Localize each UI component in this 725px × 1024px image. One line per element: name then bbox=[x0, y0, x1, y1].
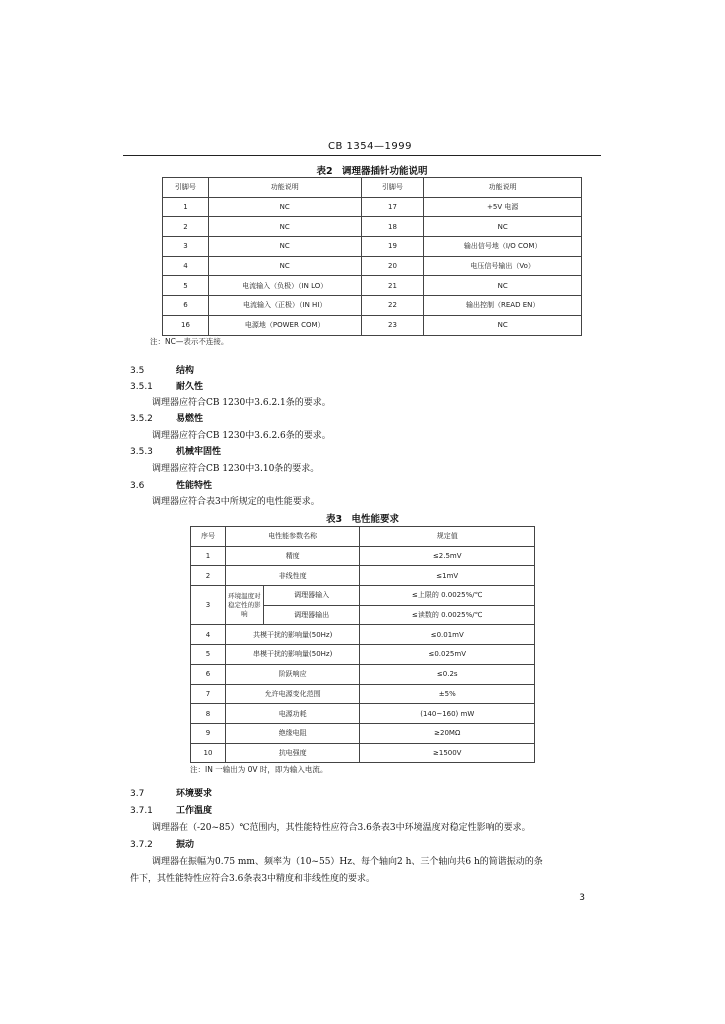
section-title: 易燃性 bbox=[176, 414, 204, 424]
table-row bbox=[163, 296, 582, 316]
table-cell: ≤0.2s bbox=[360, 664, 535, 684]
table2-header: 功能说明 bbox=[424, 178, 582, 198]
table3-header: 电性能参数名称 bbox=[225, 527, 360, 547]
paragraph: 调理器在振幅为0.75 mm、频率为（10~55）Hz、每个轴向2 h、三个轴向共6 h的简谐振动的条 bbox=[152, 857, 543, 867]
table-row bbox=[163, 256, 582, 276]
table-cell: NC bbox=[208, 217, 361, 237]
table-cell: 共模干扰的影响量(50Hz) bbox=[225, 625, 360, 645]
section-heading bbox=[130, 411, 203, 424]
table-cell: +5V 电源 bbox=[424, 197, 582, 217]
section-number: 3.5.1 bbox=[130, 382, 153, 392]
section-heading bbox=[130, 803, 212, 816]
table3-note: 注：IN 一输出为 0V 时，即为输入电流。 bbox=[190, 765, 328, 774]
table-cell: 精度 bbox=[225, 546, 360, 566]
section-title: 环境要求 bbox=[176, 789, 213, 799]
paragraph: 调理器应符合CB 1230中3.6.2.6条的要求。 bbox=[152, 431, 331, 441]
section-number: 3.7.1 bbox=[130, 806, 153, 816]
table-cell: 5 bbox=[163, 276, 209, 296]
standard-code: CB 1354—1999 bbox=[328, 141, 412, 152]
table-cell: 6 bbox=[163, 296, 209, 316]
table-cell: 非线性度 bbox=[225, 566, 360, 586]
section-title: 工作温度 bbox=[176, 806, 213, 816]
paragraph: 件下，其性能特性应符合3.6条表3中精度和非线性度的要求。 bbox=[130, 874, 376, 884]
table-cell: 输出信号地（I/O COM） bbox=[424, 237, 582, 257]
table-cell: ≤0.025mV bbox=[360, 645, 535, 665]
table2-header-row bbox=[163, 178, 582, 198]
section-title: 机械牢固性 bbox=[176, 447, 222, 457]
table-cell: 1 bbox=[191, 546, 226, 566]
header-rule bbox=[123, 155, 601, 156]
table-cell: 环境温度对稳定性的影响 bbox=[225, 586, 263, 625]
table-row bbox=[163, 237, 582, 257]
table-cell: ≤上限的 0.0025%/℃ bbox=[360, 586, 535, 606]
table-cell: 21 bbox=[361, 276, 424, 296]
table3-caption: 表3 电性能要求 bbox=[325, 514, 400, 525]
table-cell: 串模干扰的影响量(50Hz) bbox=[225, 645, 360, 665]
section-heading bbox=[130, 786, 212, 799]
section-title: 结构 bbox=[176, 366, 195, 376]
table-row bbox=[191, 664, 535, 684]
table-cell: NC bbox=[208, 197, 361, 217]
table2-header: 功能说明 bbox=[208, 178, 361, 198]
section-number: 3.5 bbox=[130, 366, 145, 376]
table-cell: 1 bbox=[163, 197, 209, 217]
section-title: 性能特性 bbox=[176, 481, 213, 491]
table-cell: 3 bbox=[163, 237, 209, 257]
paragraph: 调理器应符合CB 1230中3.10条的要求。 bbox=[152, 464, 320, 474]
table-row bbox=[191, 704, 535, 724]
table-cell: NC bbox=[424, 276, 582, 296]
table3-header-row bbox=[191, 527, 535, 547]
table-cell: NC bbox=[424, 217, 582, 237]
table-cell: 阶跃响应 bbox=[225, 664, 360, 684]
section-title: 振动 bbox=[176, 840, 195, 850]
table-cell: ≤0.01mV bbox=[360, 625, 535, 645]
paragraph: 调理器在（-20~85）℃范围内，其性能特性应符合3.6条表3中环境温度对稳定性影响的要求。 bbox=[152, 823, 531, 833]
table-cell: 电流输入（正极）（IN HI） bbox=[208, 296, 361, 316]
table-cell: 3 bbox=[191, 586, 226, 625]
table-row bbox=[163, 276, 582, 296]
table-row bbox=[191, 546, 535, 566]
table-cell: 调理器输入 bbox=[263, 586, 360, 606]
section-heading bbox=[130, 444, 221, 457]
table-cell: 电源功耗 bbox=[225, 704, 360, 724]
table-row bbox=[191, 625, 535, 645]
section-heading bbox=[130, 379, 203, 392]
table3-header: 规定值 bbox=[360, 527, 535, 547]
table-cell: 10 bbox=[191, 743, 226, 763]
table-row bbox=[191, 684, 535, 704]
section-title: 耐久性 bbox=[176, 382, 204, 392]
table-cell: 4 bbox=[163, 256, 209, 276]
table-cell: 2 bbox=[163, 217, 209, 237]
table-cell: ≤1mV bbox=[360, 566, 535, 586]
paragraph: 调理器应符合CB 1230中3.6.2.1条的要求。 bbox=[152, 398, 331, 408]
table-cell: 允许电源变化范围 bbox=[225, 684, 360, 704]
table-cell: ≥1500V bbox=[360, 743, 535, 763]
table-cell: (140~160) mW bbox=[360, 704, 535, 724]
paragraph: 调理器应符合表3中所规定的电性能要求。 bbox=[152, 497, 320, 507]
table-cell: NC bbox=[208, 237, 361, 257]
table-cell: 4 bbox=[191, 625, 226, 645]
table-cell: 电流输入（负极）（IN LO） bbox=[208, 276, 361, 296]
section-number: 3.7.2 bbox=[130, 840, 153, 850]
table-cell: 绝缘电阻 bbox=[225, 723, 360, 743]
table-cell: 16 bbox=[163, 315, 209, 335]
section-number: 3.5.2 bbox=[130, 414, 153, 424]
table-cell: 19 bbox=[361, 237, 424, 257]
table3-header: 序号 bbox=[191, 527, 226, 547]
table-cell: 输出控制（READ EN） bbox=[424, 296, 582, 316]
table-cell: 8 bbox=[191, 704, 226, 724]
section-heading bbox=[130, 363, 194, 376]
table-row bbox=[191, 743, 535, 763]
table-row bbox=[163, 315, 582, 335]
table-cell: 抗电强度 bbox=[225, 743, 360, 763]
table-cell: 6 bbox=[191, 664, 226, 684]
table-cell: 9 bbox=[191, 723, 226, 743]
table-cell: 20 bbox=[361, 256, 424, 276]
table2 bbox=[162, 177, 582, 336]
table-cell: 17 bbox=[361, 197, 424, 217]
section-number: 3.5.3 bbox=[130, 447, 153, 457]
table-cell: 22 bbox=[361, 296, 424, 316]
table-cell: 18 bbox=[361, 217, 424, 237]
table-cell: 5 bbox=[191, 645, 226, 665]
section-number: 3.6 bbox=[130, 481, 145, 491]
table-cell: 2 bbox=[191, 566, 226, 586]
table-cell: 23 bbox=[361, 315, 424, 335]
page-number: 3 bbox=[579, 893, 585, 903]
table-row bbox=[163, 217, 582, 237]
table-row bbox=[191, 586, 535, 606]
table-cell: ≤读数的 0.0025%/℃ bbox=[360, 605, 535, 625]
table-cell: 电压信号输出（Vo） bbox=[424, 256, 582, 276]
table-cell: NC bbox=[424, 315, 582, 335]
table2-header: 引脚号 bbox=[163, 178, 209, 198]
table-cell: ±5% bbox=[360, 684, 535, 704]
table-cell: 电源地（POWER COM） bbox=[208, 315, 361, 335]
table-cell: 调理器输出 bbox=[263, 605, 360, 625]
table2-note: 注：NC—表示不连接。 bbox=[150, 337, 229, 346]
section-heading bbox=[130, 837, 194, 850]
table2-caption: 表2 调理器插针功能说明 bbox=[316, 166, 428, 177]
table-cell: 7 bbox=[191, 684, 226, 704]
table-row bbox=[191, 566, 535, 586]
table2-header: 引脚号 bbox=[361, 178, 424, 198]
table-row bbox=[191, 723, 535, 743]
table3 bbox=[190, 526, 535, 763]
section-heading bbox=[130, 478, 212, 491]
section-number: 3.7 bbox=[130, 789, 145, 799]
table-cell: ≤2.5mV bbox=[360, 546, 535, 566]
table-cell: ≥20MΩ bbox=[360, 723, 535, 743]
table-row bbox=[191, 645, 535, 665]
table-row bbox=[163, 197, 582, 217]
table-cell: NC bbox=[208, 256, 361, 276]
